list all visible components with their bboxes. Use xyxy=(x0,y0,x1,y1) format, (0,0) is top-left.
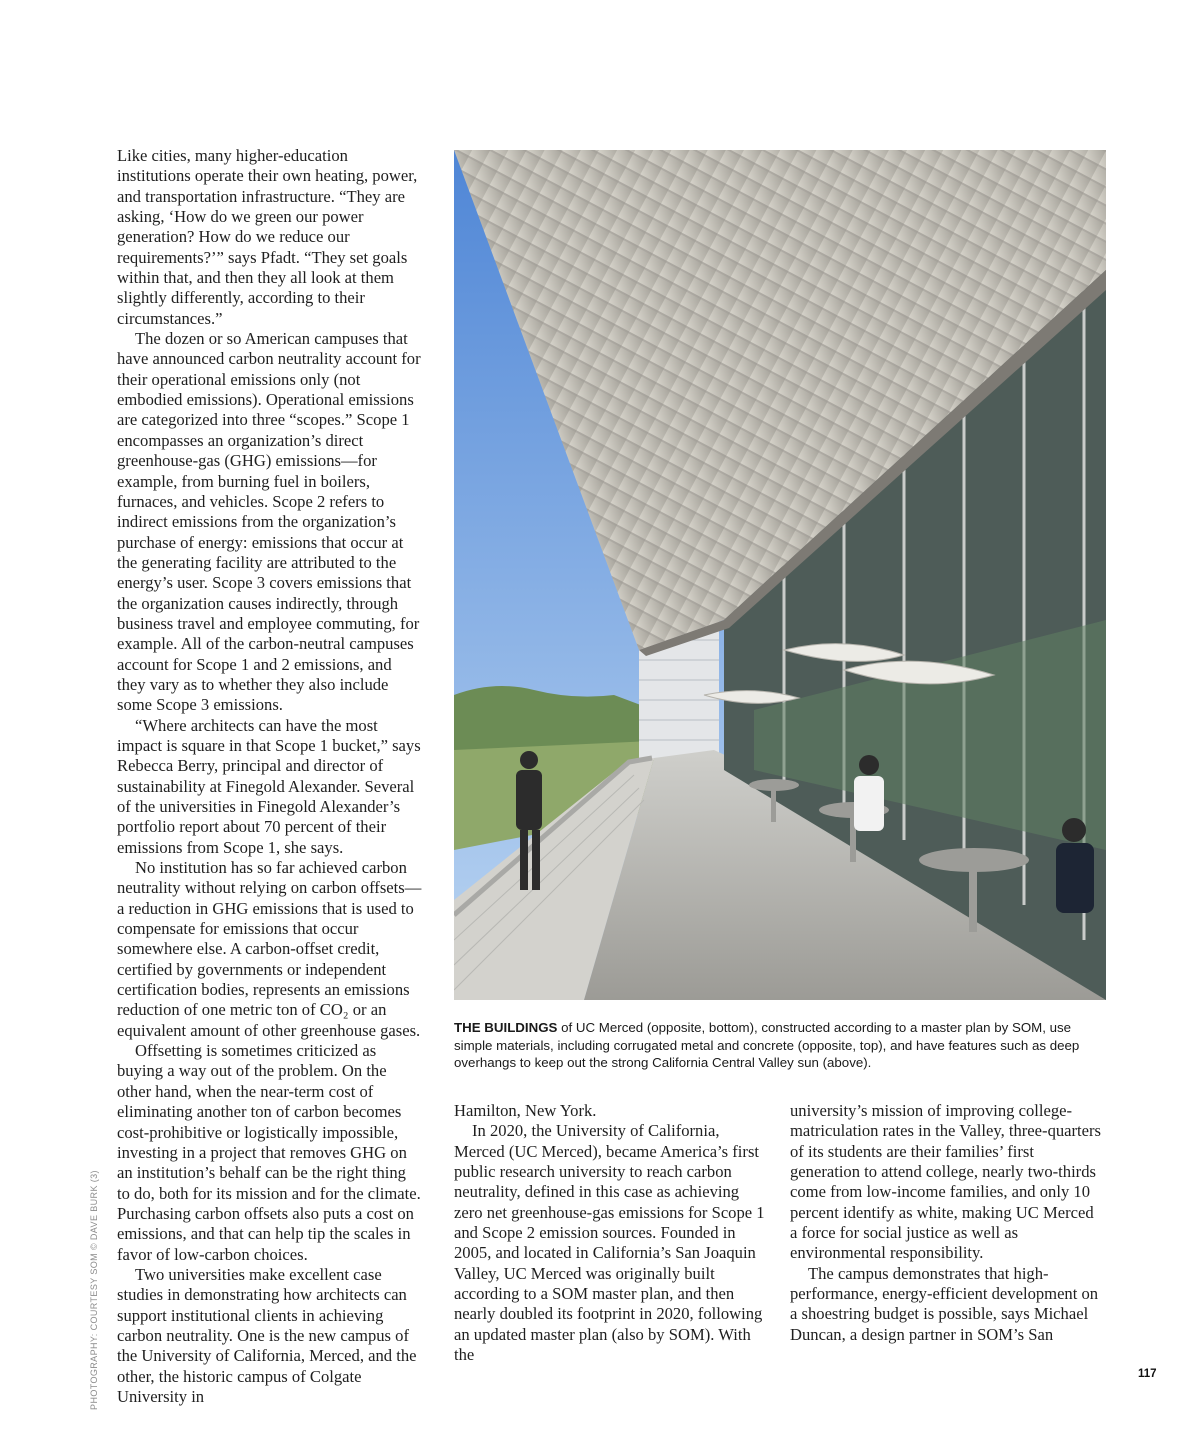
photo-caption xyxy=(454,1019,1104,1072)
article-column-left xyxy=(117,146,422,1407)
caption-text: of UC Merced (opposite, bottom), constructed according to a master plan by SOM, use simple materials, including corrugated metal and concrete (opposite, top), and have features such as deep overhangs to keep out the strong California Central Valley sun (above). xyxy=(454,1020,1080,1071)
article-column-middle xyxy=(454,1101,766,1365)
page-number: 117 xyxy=(1138,1368,1157,1380)
paragraph: In 2020, the University of California, Merced (UC Merced), became America’s first public research university to reach carbon neutrality, defined in this case as achieving zero net greenhouse-gas emissions for Scope 1 and Scope 2 emission sources. Founded in 2005, and located in California’s San Joaquin Valley, UC Merced was originally built according to a SOM master plan, and then nearly doubled its footprint in 2020, following an updated master plan (also by SOM). With the xyxy=(454,1121,765,1365)
paragraph: Like cities, many higher-education institutions operate their own heating, power, and transportation infrastructure. “They are asking, ‘How do we green our power generation? How do we reduce our requirements?’” says Pfadt. “They set goals within that, and then they all look at them slightly differently, according to their circumstances.” xyxy=(117,146,418,328)
caption-lead: THE BUILDINGS xyxy=(454,1020,558,1035)
paragraph: The dozen or so American campuses that have announced carbon neutrality account for their operational emissions only (not embodied emissions). Operational emissions are categorized into three “scopes.” Scope 1 encompasses an organization’s direct greenhouse-gas (GHG) emissions—for example, from burning fuel in boilers, furnaces, and vehicles. Scope 2 refers to indirect emissions from the organization’s purchase of energy: emissions that occur at the generating facility are attributed to the energy’s user. Scope 3 covers emissions that the organization causes indirectly, through business travel and employee commuting, for example. All of the carbon-neutral campuses account for Scope 1 and 2 emissions, and they vary as to whether they also include some Scope 3 emissions. xyxy=(117,329,421,715)
paragraph: Offsetting is sometimes criticized as buying a way out of the problem. On the other hand, when the near-term cost of eliminating another ton of carbon becomes cost-prohibitive or logistically impossible, investing in a project that removes GHG on an institution’s behalf can be the right thing to do, both for its mission and for the climate. Purchasing carbon offsets also puts a cost on emissions, and that can help tip the scales in favor of low-carbon choices. xyxy=(117,1041,421,1264)
paragraph: Hamilton, New York. xyxy=(454,1101,597,1120)
campus-photo xyxy=(454,150,1106,1000)
article-column-right xyxy=(790,1101,1102,1345)
paragraph: No institution has so far achieved carbon neutrality without relying on carbon offsets—a reduction in GHG emissions that is used to compensate for emissions that occur somewhere else. A carbon-offset credit, certified by governments or independent certification bodies, represents an emissions reduction of one metric ton of CO₂ or an equivalent amount of other greenhouse gases. xyxy=(117,858,422,1040)
paragraph: Two universities make excellent case studies in demonstrating how architects can support institutional clients in achieving carbon neutrality. One is the new campus of the University of California, Merced, and the other, the historic campus of Colgate University in xyxy=(117,1264,417,1406)
paragraph: “Where architects can have the most impact is square in that Scope 1 bucket,” says Rebecca Berry, principal and director of sustainability at Finegold Alexander. Several of the universities in Finegold Alexander’s portfolio report about 70 percent of their emissions from Scope 1, she says. xyxy=(117,715,421,857)
paragraph: The campus demonstrates that high-performance, energy-efficient development on a shoestring budget is possible, says Michael Duncan, a design partner in SOM’s San xyxy=(790,1263,1099,1344)
paragraph: university’s mission of improving college-matriculation rates in the Valley, three-quarters of its students are their families’ first generation to attend college, nearly two-thirds come from low-income families, and only 10 percent identify as white, making UC Merced a force for social justice as well as environmental responsibility. xyxy=(790,1101,1102,1263)
photo-credit: PHOTOGRAPHY: COURTESY SOM © DAVE BURK (3) xyxy=(89,1170,99,1410)
